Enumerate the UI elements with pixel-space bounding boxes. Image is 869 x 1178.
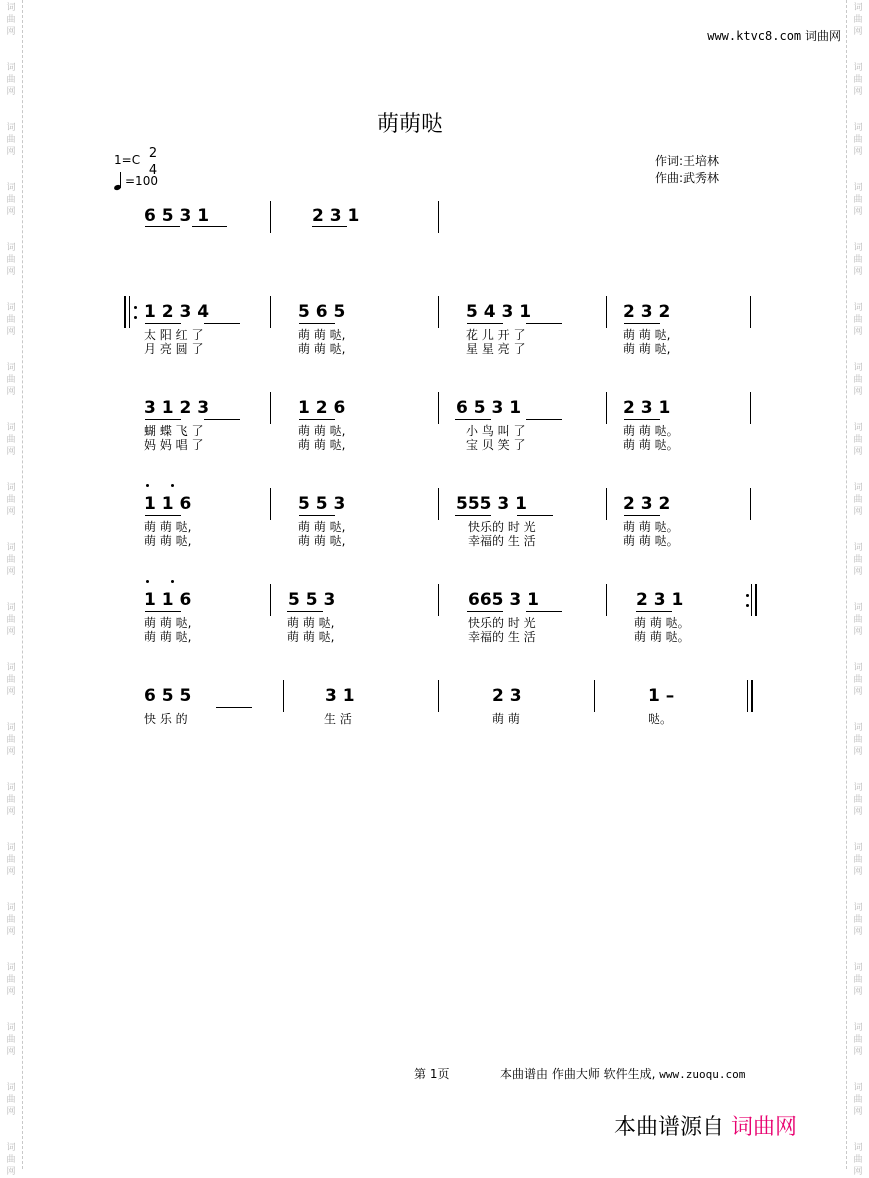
note-group: 5 4 3 1 <box>466 302 532 322</box>
watermark-glyph: 曲 <box>6 435 16 445</box>
note-group: 2 3 1 <box>312 206 360 226</box>
lyric-line: 快乐的 时 光 <box>468 520 536 534</box>
watermark-glyph: 网 <box>6 387 16 397</box>
lyric-line: 蝴 蝶 飞 了 <box>144 424 204 438</box>
watermark-glyph: 词 <box>853 423 863 433</box>
watermark-glyph: 网 <box>853 447 863 457</box>
underline-beam <box>624 419 660 420</box>
composer: 作曲:武秀林 <box>655 171 720 185</box>
watermark-glyph: 网 <box>6 567 16 577</box>
lyricist: 作词:王培林 <box>655 154 720 168</box>
lyric-line: 月 亮 圆 了 <box>144 342 204 356</box>
watermark-glyph: 词 <box>6 663 16 673</box>
watermark-glyph: 词 <box>6 303 16 313</box>
underline-beam <box>216 707 252 708</box>
watermark-glyph: 词 <box>6 123 16 133</box>
watermark-glyph: 网 <box>6 1167 16 1177</box>
key-signature: 1=C <box>114 153 141 167</box>
repeat-dot <box>746 604 749 607</box>
barline <box>270 584 271 616</box>
underline-beam <box>145 226 180 227</box>
underline-beam <box>204 419 240 420</box>
lyric-line: 萌 萌 哒, <box>144 616 192 630</box>
lyric-line: 萌 萌 哒, <box>298 328 346 342</box>
watermark-glyph: 曲 <box>6 555 16 565</box>
watermark-glyph: 词 <box>6 843 16 853</box>
watermark-glyph: 网 <box>853 627 863 637</box>
barline <box>750 488 751 520</box>
watermark-glyph: 网 <box>853 507 863 517</box>
barline <box>750 392 751 424</box>
watermark-glyph: 词 <box>853 1023 863 1033</box>
watermark-glyph: 曲 <box>853 315 863 325</box>
underline-beam <box>467 611 503 612</box>
watermark-glyph: 网 <box>6 867 16 877</box>
watermark-glyph: 曲 <box>853 975 863 985</box>
lyric-line: 萌 萌 哒, <box>144 630 192 644</box>
watermark-glyph: 网 <box>853 987 863 997</box>
watermark-glyph: 曲 <box>853 195 863 205</box>
barline <box>438 680 439 712</box>
barline <box>755 584 757 616</box>
watermark-glyph: 网 <box>853 567 863 577</box>
generator-credit <box>500 1065 745 1082</box>
watermark-glyph: 曲 <box>6 1155 16 1165</box>
lyric-line: 幸福的 生 活 <box>468 534 536 548</box>
watermark-glyph: 曲 <box>853 375 863 385</box>
lyric-line: 萌 萌 哒, <box>298 342 346 356</box>
generator-text: 本曲谱由 作曲大师 软件生成, <box>500 1067 656 1081</box>
watermark-glyph: 网 <box>6 447 16 457</box>
watermark-glyph: 词 <box>853 903 863 913</box>
barline <box>283 680 284 712</box>
repeat-dot <box>134 316 137 319</box>
barline <box>751 680 753 712</box>
watermark-glyph: 词 <box>6 483 16 493</box>
watermark-glyph: 曲 <box>6 1035 16 1045</box>
watermark-glyph: 网 <box>853 867 863 877</box>
watermark-glyph: 网 <box>6 1047 16 1057</box>
watermark-glyph: 曲 <box>6 195 16 205</box>
watermark-glyph: 词 <box>6 1083 16 1093</box>
credits <box>655 153 719 187</box>
note-group: 3 1 2 3 <box>144 398 210 418</box>
bottom-source <box>614 1110 797 1141</box>
watermark-glyph: 曲 <box>853 615 863 625</box>
underline-beam <box>526 323 562 324</box>
lyric-line: 萌 萌 <box>492 712 520 726</box>
watermark-glyph: 网 <box>853 87 863 97</box>
note-group: 5 5 3 <box>298 494 346 514</box>
watermark-glyph: 曲 <box>6 675 16 685</box>
repeat-dot <box>746 594 749 597</box>
watermark-glyph: 曲 <box>853 675 863 685</box>
watermark-glyph: 网 <box>853 1107 863 1117</box>
lyric-line: 萌 萌 哒, <box>287 630 335 644</box>
barline <box>270 296 271 328</box>
watermark-glyph: 网 <box>853 387 863 397</box>
lyric-line: 萌 萌 哒。 <box>623 534 679 548</box>
underline-beam <box>526 611 562 612</box>
underline-beam <box>287 611 323 612</box>
watermark-glyph: 词 <box>853 963 863 973</box>
lyric-line: 萌 萌 哒, <box>623 328 671 342</box>
high-octave-dot <box>146 580 149 583</box>
watermark-glyph: 曲 <box>853 15 863 25</box>
watermark-glyph: 词 <box>853 783 863 793</box>
lyric-line: 幸福的 生 活 <box>468 630 536 644</box>
barline <box>124 296 126 328</box>
high-octave-dot <box>171 580 174 583</box>
watermark-glyph: 曲 <box>6 375 16 385</box>
lyric-line: 萌 萌 哒, <box>144 534 192 548</box>
watermark-glyph: 网 <box>6 87 16 97</box>
lyric-line: 小 鸟 叫 了 <box>466 424 526 438</box>
watermark-glyph: 词 <box>6 543 16 553</box>
watermark-glyph: 曲 <box>853 1155 863 1165</box>
barline <box>747 680 748 712</box>
underline-beam <box>624 515 660 516</box>
watermark-glyph: 网 <box>853 147 863 157</box>
watermark-glyph: 词 <box>853 723 863 733</box>
watermark-glyph: 词 <box>6 603 16 613</box>
barline <box>751 584 752 616</box>
note-group: 2 3 1 <box>623 398 671 418</box>
note-group: 1 2 3 4 <box>144 302 210 322</box>
high-octave-dot <box>146 484 149 487</box>
time-signature-bottom: 4 <box>148 163 158 178</box>
watermark-glyph: 网 <box>853 1167 863 1177</box>
underline-beam <box>192 226 227 227</box>
watermark-glyph: 词 <box>853 3 863 13</box>
note-group: 6 5 3 1 <box>144 206 210 226</box>
lyric-line: 快乐的 时 光 <box>468 616 536 630</box>
watermark-glyph: 网 <box>6 687 16 697</box>
lyric-line: 萌 萌 哒。 <box>634 630 690 644</box>
watermark-glyph: 网 <box>6 1107 16 1117</box>
watermark-glyph: 词 <box>853 363 863 373</box>
note-group: 1 1 6 <box>144 494 192 514</box>
underline-beam <box>636 611 672 612</box>
watermark-glyph: 网 <box>853 687 863 697</box>
watermark-glyph: 曲 <box>6 915 16 925</box>
note-group: 1 – <box>648 686 675 706</box>
underline-beam <box>455 419 491 420</box>
watermark-glyph: 网 <box>6 327 16 337</box>
lyric-line: 萌 萌 哒。 <box>634 616 690 630</box>
note-group: 1 2 6 <box>298 398 346 418</box>
note-group: 2 3 1 <box>636 590 684 610</box>
barline <box>594 680 595 712</box>
site-name: 词曲网 <box>804 29 841 43</box>
watermark-glyph: 词 <box>6 183 16 193</box>
note-group: 2 3 <box>492 686 522 706</box>
watermark-glyph: 词 <box>6 963 16 973</box>
watermark-glyph: 词 <box>6 1023 16 1033</box>
lyric-line: 萌 萌 哒。 <box>623 424 679 438</box>
underline-beam <box>204 323 240 324</box>
note-group: 3 1 <box>325 686 355 706</box>
barline <box>750 296 751 328</box>
underline-beam <box>526 419 562 420</box>
watermark-glyph: 网 <box>6 927 16 937</box>
watermark-glyph: 网 <box>6 207 16 217</box>
watermark-glyph: 曲 <box>6 75 16 85</box>
watermark-glyph: 词 <box>853 303 863 313</box>
watermark-left-column <box>0 0 23 1177</box>
watermark-glyph: 曲 <box>853 1095 863 1105</box>
time-signature-top: 2 <box>148 146 158 161</box>
watermark-glyph: 曲 <box>853 135 863 145</box>
quarter-note-icon <box>113 172 125 190</box>
lyric-line: 妈 妈 唱 了 <box>144 438 204 452</box>
repeat-dot <box>134 306 137 309</box>
watermark-glyph: 曲 <box>6 15 16 25</box>
watermark-glyph: 词 <box>853 63 863 73</box>
site-url[interactable]: www.ktvc8.com <box>707 29 802 43</box>
watermark-glyph: 词 <box>6 63 16 73</box>
lyric-line: 萌 萌 哒, <box>144 520 192 534</box>
watermark-glyph: 词 <box>6 423 16 433</box>
watermark-glyph: 曲 <box>853 255 863 265</box>
watermark-glyph: 网 <box>853 1047 863 1057</box>
underline-beam <box>299 419 335 420</box>
watermark-glyph: 曲 <box>853 1035 863 1045</box>
watermark-glyph: 曲 <box>6 795 16 805</box>
lyric-line: 宝 贝 笑 了 <box>466 438 526 452</box>
watermark-glyph: 词 <box>6 3 16 13</box>
watermark-glyph: 词 <box>6 723 16 733</box>
lyric-line: 萌 萌 哒。 <box>623 438 679 452</box>
watermark-glyph: 词 <box>853 1083 863 1093</box>
tempo-marking <box>113 172 158 190</box>
watermark-glyph: 词 <box>853 123 863 133</box>
watermark-glyph: 词 <box>6 243 16 253</box>
watermark-glyph: 曲 <box>6 135 16 145</box>
watermark-glyph: 曲 <box>6 975 16 985</box>
underline-beam <box>145 323 181 324</box>
underline-beam <box>312 226 347 227</box>
watermark-glyph: 词 <box>6 903 16 913</box>
watermark-glyph: 词 <box>853 183 863 193</box>
high-octave-dot <box>171 484 174 487</box>
barline <box>438 201 439 233</box>
barline <box>270 201 271 233</box>
watermark-glyph: 词 <box>6 363 16 373</box>
watermark-glyph: 词 <box>853 1143 863 1153</box>
lyric-line: 萌 萌 哒, <box>298 520 346 534</box>
barline <box>270 392 271 424</box>
lyric-line: 萌 萌 哒。 <box>623 520 679 534</box>
watermark-right-column <box>846 0 869 1177</box>
note-group: 1 1 6 <box>144 590 192 610</box>
barline <box>606 584 607 616</box>
watermark-glyph: 曲 <box>853 75 863 85</box>
watermark-glyph: 曲 <box>853 555 863 565</box>
underline-beam <box>517 515 553 516</box>
watermark-glyph: 网 <box>6 507 16 517</box>
watermark-glyph: 曲 <box>6 495 16 505</box>
watermark-glyph: 曲 <box>853 915 863 925</box>
watermark-glyph: 词 <box>853 543 863 553</box>
underline-beam <box>299 515 335 516</box>
lyric-line: 生 活 <box>324 712 352 726</box>
underline-beam <box>145 419 181 420</box>
watermark-glyph: 网 <box>6 747 16 757</box>
watermark-glyph: 曲 <box>853 795 863 805</box>
watermark-glyph: 网 <box>6 147 16 157</box>
watermark-glyph: 网 <box>6 627 16 637</box>
watermark-glyph: 词 <box>853 243 863 253</box>
barline <box>606 488 607 520</box>
watermark-glyph: 曲 <box>6 1095 16 1105</box>
watermark-glyph: 网 <box>853 267 863 277</box>
lyric-line: 萌 萌 哒, <box>298 534 346 548</box>
lyric-line: 快 乐 的 <box>144 712 188 726</box>
lyric-line: 星 星 亮 了 <box>466 342 526 356</box>
lyric-line: 花 儿 开 了 <box>466 328 526 342</box>
watermark-glyph: 网 <box>853 207 863 217</box>
generator-url[interactable]: www.zuoqu.com <box>659 1068 746 1081</box>
watermark-glyph: 网 <box>853 27 863 37</box>
source-brand[interactable]: 词曲网 <box>731 1115 798 1140</box>
note-group: 5 6 5 <box>298 302 346 322</box>
watermark-glyph: 网 <box>853 327 863 337</box>
barline <box>129 296 130 328</box>
watermark-glyph: 曲 <box>853 855 863 865</box>
lyric-line: 萌 萌 哒, <box>298 424 346 438</box>
underline-beam <box>145 515 181 516</box>
underline-beam <box>145 611 181 612</box>
watermark-glyph: 曲 <box>853 495 863 505</box>
source-prefix: 本曲谱源自 <box>614 1115 725 1140</box>
lyric-line: 哒。 <box>648 712 673 726</box>
page-number: 第 1页 <box>414 1067 450 1081</box>
tempo-value: =100 <box>125 174 158 188</box>
site-header <box>707 27 841 44</box>
note-group: 6 5 5 <box>144 686 192 706</box>
barline <box>270 488 271 520</box>
barline <box>438 584 439 616</box>
underline-beam <box>467 323 503 324</box>
watermark-glyph: 词 <box>853 663 863 673</box>
note-group: 555 3 1 <box>456 494 527 514</box>
note-group: 2 3 2 <box>623 302 671 322</box>
underline-beam <box>455 515 491 516</box>
watermark-glyph: 曲 <box>853 435 863 445</box>
barline <box>438 392 439 424</box>
watermark-glyph: 词 <box>6 783 16 793</box>
note-group: 6 5 3 1 <box>456 398 522 418</box>
watermark-glyph: 词 <box>853 843 863 853</box>
barline <box>606 392 607 424</box>
underline-beam <box>624 323 660 324</box>
barline <box>606 296 607 328</box>
note-group: 5 5 3 <box>288 590 336 610</box>
note-group: 2 3 2 <box>623 494 671 514</box>
watermark-glyph: 网 <box>6 27 16 37</box>
watermark-glyph: 词 <box>6 1143 16 1153</box>
lyric-line: 萌 萌 哒, <box>287 616 335 630</box>
lyric-line: 萌 萌 哒, <box>623 342 671 356</box>
barline <box>438 488 439 520</box>
watermark-glyph: 曲 <box>6 315 16 325</box>
watermark-glyph: 网 <box>853 747 863 757</box>
lyric-line: 太 阳 红 了 <box>144 328 204 342</box>
lyric-line: 萌 萌 哒, <box>298 438 346 452</box>
watermark-glyph: 网 <box>853 807 863 817</box>
watermark-glyph: 网 <box>853 927 863 937</box>
watermark-glyph: 曲 <box>853 735 863 745</box>
watermark-glyph: 网 <box>6 807 16 817</box>
watermark-glyph: 网 <box>6 267 16 277</box>
watermark-glyph: 曲 <box>6 855 16 865</box>
note-group: 665 3 1 <box>468 590 539 610</box>
underline-beam <box>299 323 335 324</box>
song-title: 萌萌哒 <box>376 112 443 137</box>
watermark-glyph: 曲 <box>6 735 16 745</box>
watermark-glyph: 曲 <box>6 255 16 265</box>
watermark-glyph: 词 <box>853 483 863 493</box>
barline <box>438 296 439 328</box>
watermark-glyph: 曲 <box>6 615 16 625</box>
watermark-glyph: 网 <box>6 987 16 997</box>
watermark-glyph: 词 <box>853 603 863 613</box>
